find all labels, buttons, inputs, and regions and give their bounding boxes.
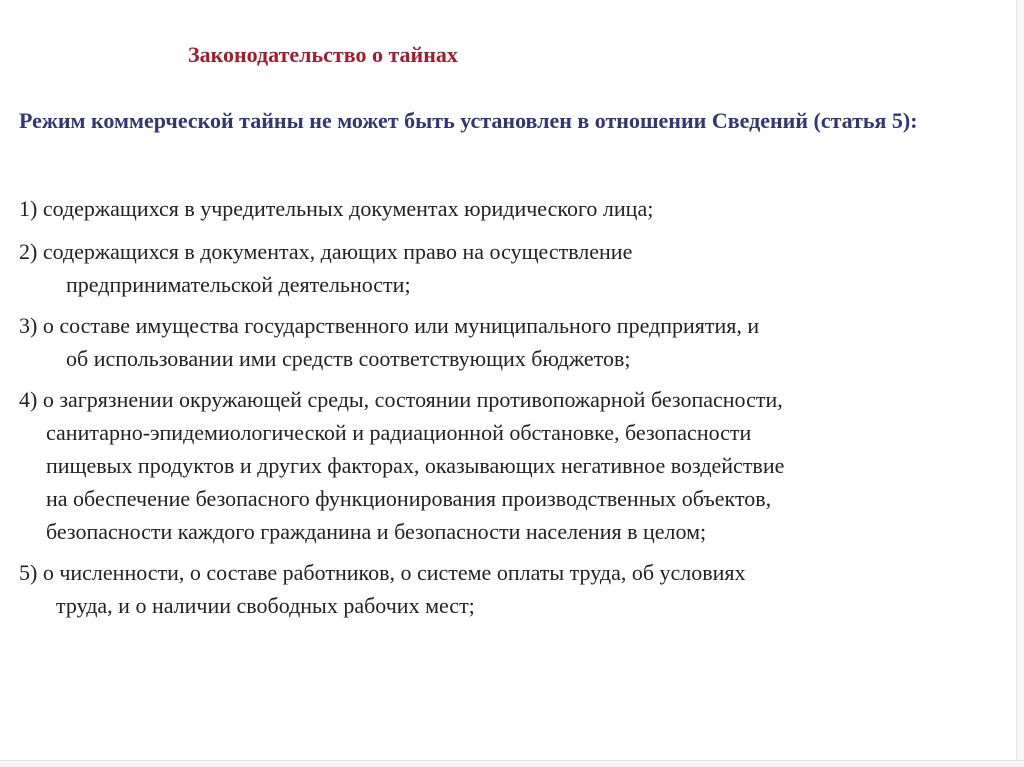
item-4-line-1: 4) о загрязнении окружающей среды, состоянии противопожарной безопасности, [19, 387, 783, 412]
list-item-3 [19, 309, 1019, 375]
item-3-line-2: об использовании ими средств соответствующих бюджетов; [66, 346, 631, 371]
item-5-line-1: 5) о численности, о составе работников, о системе оплаты труда, об условиях [19, 560, 746, 585]
slide-intro: Режим коммерческой тайны не может быть установлен в отношении Сведений (статья 5): [19, 108, 918, 133]
item-2-line-2: предпринимательской деятельности; [66, 272, 411, 297]
item-4-line-3: пищевых продуктов и других факторах, оказывающих негативное воздействие [46, 453, 785, 478]
list-item-4 [19, 383, 1019, 548]
items-list [19, 192, 1019, 622]
list-item-2 [19, 235, 1019, 301]
item-4-line-2: санитарно-эпидемиологической и радиационной обстановке, безопасности [46, 420, 752, 445]
slide-title: Законодательство о тайнах [188, 42, 458, 67]
item-5-line-2: труда, и о наличии свободных рабочих мест; [56, 593, 475, 618]
list-item-5 [19, 556, 1019, 622]
item-4-line-5: безопасности каждого гражданина и безопасности населения в целом; [46, 519, 707, 544]
list-item-1 [19, 192, 1019, 225]
item-3-line-1: 3) о составе имущества государственного или муниципального предприятия, и [19, 313, 760, 338]
item-4-line-4: на обеспечение безопасного функционирования производственных объектов, [46, 486, 772, 511]
item-2-line-1: 2) содержащихся в документах, дающих право на осуществление [19, 239, 633, 264]
item-1-line-1: 1) содержащихся в учредительных документах юридического лица; [19, 196, 654, 221]
slide-frame-right [1016, 0, 1024, 767]
slide-frame-bottom [0, 760, 1024, 767]
